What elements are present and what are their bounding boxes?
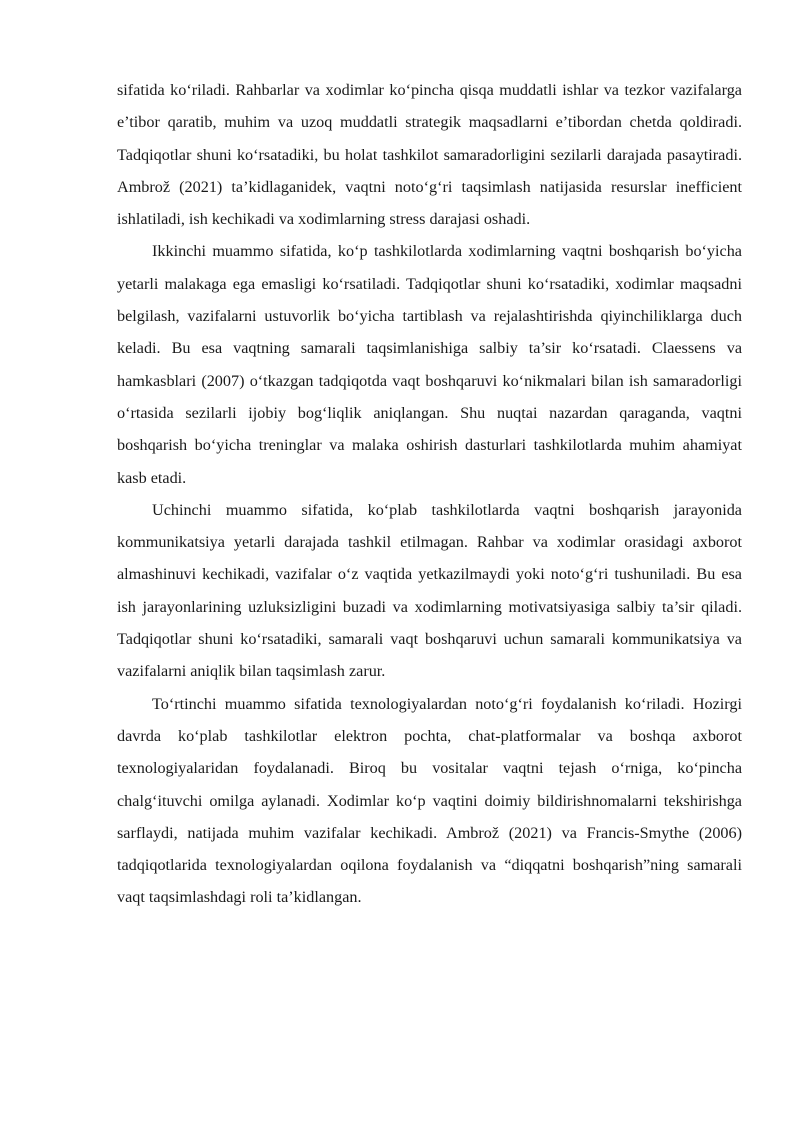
document-page bbox=[117, 74, 742, 914]
paragraph-second-problem: Ikkinchi muammo sifatida, koʻp tashkilotlarda xodimlarning vaqtni boshqarish boʻyicha yetarli malakaga ega emasligi koʻrsatiladi. Tadqiqotlar shuni koʻrsatadiki, xodimlar maqsadni belgilash, vazifalarni ustuvorlik boʻyicha tartiblash va rejalashtirishda qiyinchiliklarga duch keladi. Bu esa vaqtning samarali taqsimlanishiga salbiy ta’sir koʻrsatadi. Claessens va hamkasblari (2007) oʻtkazgan tadqiqotda vaqt boshqaruvi koʻnikmalari bilan ish samaradorligi oʻrtasida sezilarli ijobiy bogʻliqlik aniqlangan. Shu nuqtai nazardan qaraganda, vaqtni boshqarish boʻyicha treninglar va malaka oshirish dasturlari tashkilotlarda muhim ahamiyat kasb etadi. bbox=[117, 242, 742, 487]
paragraph-fourth-problem: Toʻrtinchi muammo sifatida texnologiyalardan notoʻgʻri foydalanish koʻriladi. Hozirgi davrda koʻplab tashkilotlar elektron pochta, chat-platformalar va boshqa axborot texnologiyalaridan foydalanadi. Biroq bu vositalar vaqtni tejash oʻrniga, koʻpincha chalgʻituvchi omilga aylanadi. Xodimlar koʻp vaqtini doimiy bildirishnomalarni tekshirishga sarflaydi, natijada muhim vazifalar kechikadi. Ambrož (2021) va Francis-Smythe (2006) tadqiqotlarida texnologiyalardan oqilona foydalanish va “diqqatni boshqarish”ning samarali vaqt taqsimlashdagi roli ta’kidlangan. bbox=[117, 694, 742, 907]
paragraph-continuation: sifatida koʻriladi. Rahbarlar va xodimlar koʻpincha qisqa muddatli ishlar va tezkor vazifalarga e’tibor qaratib, muhim va uzoq muddatli strategik maqsadlarni e’tibordan chetda qoldiradi. Tadqiqotlar shuni koʻrsatadiki, bu holat tashkilot samaradorligini sezilarli darajada pasaytiradi. Ambrož (2021) ta’kidlaganidek, vaqtni notoʻgʻri taqsimlash natijasida resurslar inefficient ishlatiladi, ish kechikadi va xodimlarning stress darajasi oshadi. bbox=[117, 81, 742, 229]
paragraph-third-problem: Uchinchi muammo sifatida, koʻplab tashkilotlarda vaqtni boshqarish jarayonida kommunikatsiya yetarli darajada tashkil etilmagan. Rahbar va xodimlar orasidagi axborot almashinuvi kechikadi, vazifalar oʻz vaqtida yetkazilmaydi yoki notoʻgʻri tushuniladi. Bu esa ish jarayonlarining uzluksizligini buzadi va xodimlarning motivatsiyasiga salbiy ta’sir qiladi. Tadqiqotlar shuni koʻrsatadiki, samarali vaqt boshqaruvi uchun samarali kommunikatsiya va vazifalarni aniqlik bilan taqsimlash zarur. bbox=[117, 500, 742, 681]
